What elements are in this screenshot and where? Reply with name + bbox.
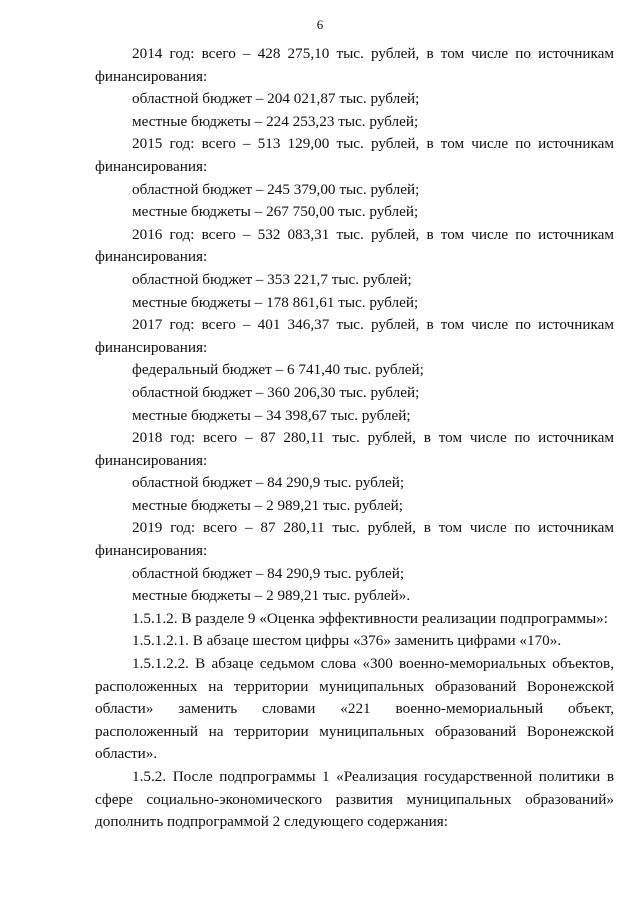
funding-2014-cont: финансирования:: [95, 67, 208, 85]
funding-2019-head: 2019 год: всего – 87 280,11 тыс. рублей, в том числе по источникам: [132, 519, 614, 537]
funding-2014-item: областной бюджет – 204 021,87 тыс. рублей;: [132, 90, 420, 108]
funding-2015-item: местные бюджеты – 267 750,00 тыс. рублей;: [132, 203, 419, 221]
funding-2016-head: 2016 год: всего – 532 083,31 тыс. рублей, в том числе по источникам: [132, 225, 614, 243]
funding-2016-cont: финансирования:: [95, 248, 208, 266]
document-body: [95, 43, 614, 834]
funding-2018-head: 2018 год: всего – 87 280,11 тыс. рублей, в том числе по источникам: [132, 429, 614, 447]
amendment-1-5-1-2-1: 1.5.1.2.1. В абзаце шестом цифры «376» заменить цифрами «170».: [132, 632, 562, 650]
funding-2019-item: местные бюджеты – 2 989,21 тыс. рублей».: [132, 587, 411, 605]
amendment-1-5-2-paragraph: [95, 766, 614, 834]
funding-2017-item: местные бюджеты – 34 398,67 тыс. рублей;: [132, 406, 411, 424]
amendment-1-5-2: 1.5.2. После подпрограммы 1 «Реализация государственной политики в сфере социально-экономического развития муниципальных образований» дополнить подпрограммой 2 следующего содержания:: [95, 768, 614, 831]
amendment-1-5-1-2: 1.5.1.2. В разделе 9 «Оценка эффективности реализации подпрограммы»:: [132, 609, 608, 627]
funding-2017-item: областной бюджет – 360 206,30 тыс. рублей;: [132, 383, 420, 401]
funding-2018-cont: финансирования:: [95, 451, 208, 469]
funding-2016-item: областной бюджет – 353 221,7 тыс. рублей;: [132, 270, 412, 288]
amendment-1-5-1-2-2-paragraph: [95, 653, 614, 766]
amendment-1-5-1-2-2: 1.5.1.2.2. В абзаце седьмом слова «300 военно-мемориальных объектов, расположенных на территории муниципальных образований Воронежской области» заменить словами «221 военно-мемориальный объект, расположенный на территории муниципальных образований Воронежской области».: [95, 655, 614, 763]
funding-2015-cont: финансирования:: [95, 157, 208, 175]
funding-2015-item: областной бюджет – 245 379,00 тыс. рублей;: [132, 180, 420, 198]
page-number: 6: [316, 17, 324, 32]
funding-2019-item: областной бюджет – 84 290,9 тыс. рублей;: [132, 564, 405, 582]
funding-2018-item: местные бюджеты – 2 989,21 тыс. рублей;: [132, 496, 404, 514]
funding-2018-item: областной бюджет – 84 290,9 тыс. рублей;: [132, 474, 405, 492]
funding-2014-head: 2014 год: всего – 428 275,10 тыс. рублей, в том числе по источникам: [132, 45, 614, 62]
funding-2017-item: федеральный бюджет – 6 741,40 тыс. рублей;: [132, 361, 424, 379]
funding-2017-cont: финансирования:: [95, 338, 208, 356]
funding-2015-head: 2015 год: всего – 513 129,00 тыс. рублей, в том числе по источникам: [132, 135, 614, 153]
funding-2016-item: местные бюджеты – 178 861,61 тыс. рублей;: [132, 293, 419, 311]
funding-2019-cont: финансирования:: [95, 542, 208, 560]
funding-2017-head: 2017 год: всего – 401 346,37 тыс. рублей, в том числе по источникам: [132, 316, 614, 334]
funding-2014-item: местные бюджеты – 224 253,23 тыс. рублей;: [132, 112, 419, 130]
